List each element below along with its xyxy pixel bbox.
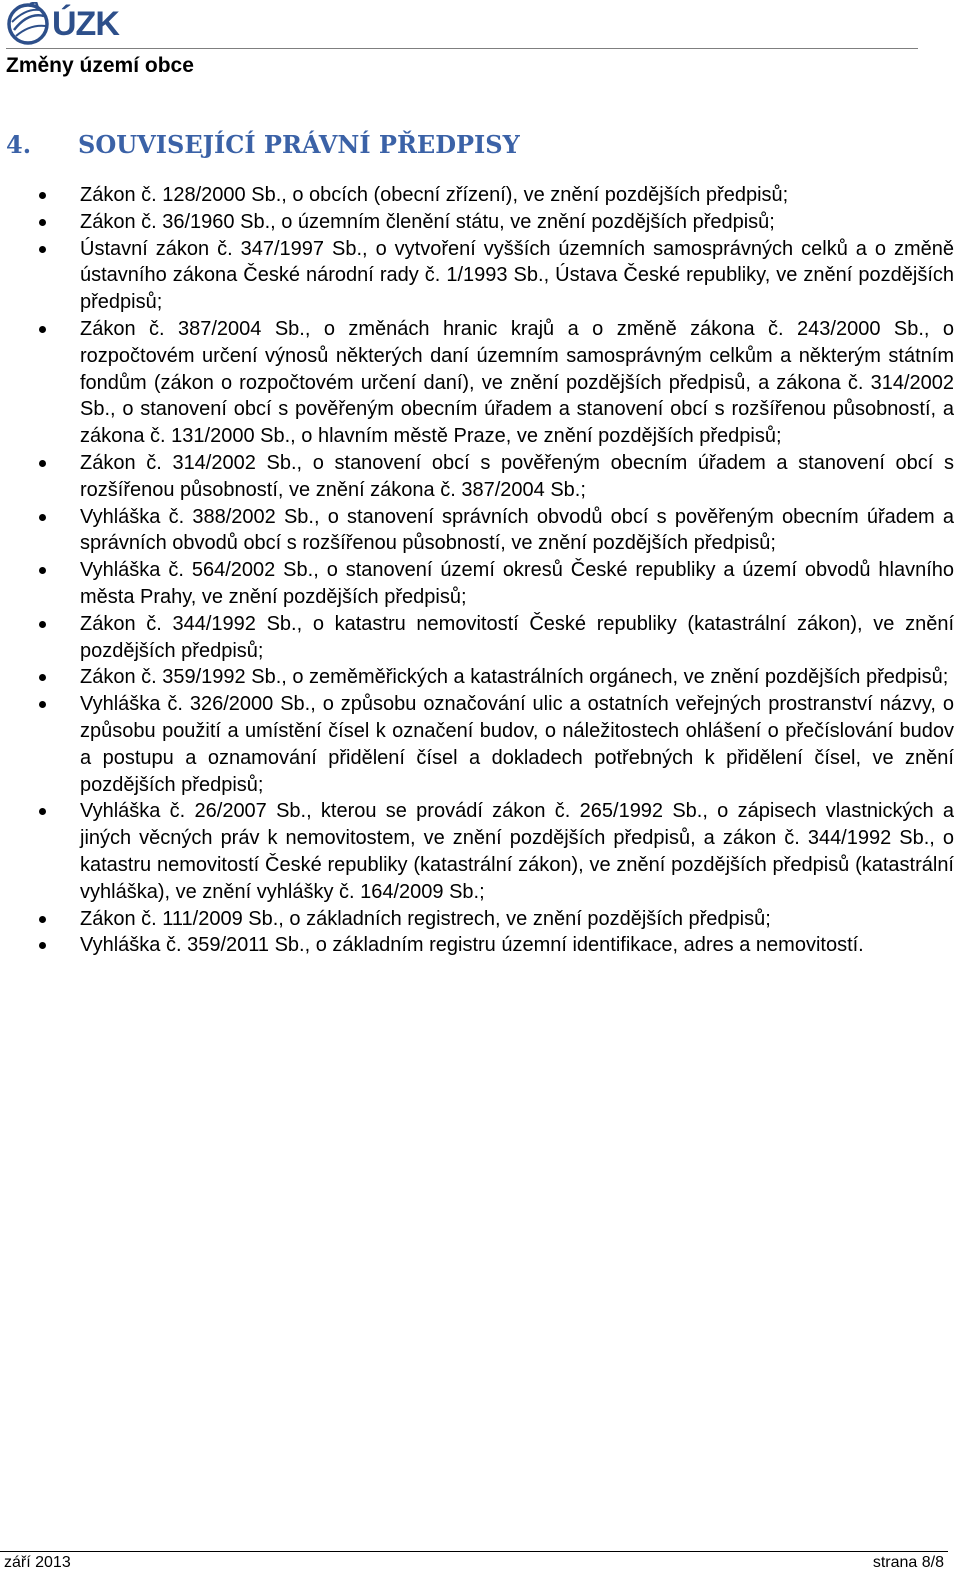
list-item: [0, 611, 954, 665]
list-item-text: Vyhláška č. 26/2007 Sb., kterou se provádí zákon č. 265/1992 Sb., o zápisech vlastnických a jiných věcných práv k nemovitostem, ve znění pozdějších předpisů, a zákon č. 344/1992 Sb., o katastru nemovitostí České republiky (katastrální zákon), ve znění pozdějších předpisů (katastrální vyhláška), ve znění vyhlášky č. 164/2009 Sb.;: [80, 800, 954, 903]
header-divider: [6, 48, 918, 49]
list-item: [0, 932, 954, 959]
list-item: [0, 504, 954, 558]
footer-page-number: strana 8/8: [872, 1554, 944, 1571]
list-item: [0, 182, 954, 209]
list-item-text: Zákon č. 359/1992 Sb., o zeměměřických a katastrálních orgánech, ve znění pozdějších předpisů;: [80, 666, 949, 689]
bullet-icon: [39, 326, 46, 333]
bullet-icon: [39, 916, 46, 923]
list-item-text: Vyhláška č. 326/2000 Sb., o způsobu označování ulic a ostatních veřejných prostranství názvy, o způsobu použití a umístění čísel k označení budov, o náležitostech ohlášení o přečíslování budov a postupu a oznamování přidělení čísel a dokladech potřebných k přidělení čísel, ve znění pozdějších předpisů;: [80, 693, 954, 796]
list-item-text: Zákon č. 128/2000 Sb., o obcích (obecní zřízení), ve znění pozdějších předpisů;: [80, 184, 789, 206]
list-item: [0, 906, 954, 933]
footer-divider: [0, 1551, 948, 1552]
cuzk-logo: [6, 2, 119, 46]
list-item-text: Ústavní zákon č. 347/1997 Sb., o vytvoření vyšších územních samosprávných celků a o změně ústavního zákona České národní rady č. 1/1993 Sb., Ústava České republiky, ve znění pozdějších předpisů;: [80, 237, 954, 314]
list-item-text: Zákon č. 314/2002 Sb., o stanovení obcí s pověřeným obecním úřadem a stanovení obcí s rozšířenou působností, ve znění zákona č. 387/2004 Sb.;: [80, 451, 954, 501]
list-item: [0, 798, 954, 905]
bullet-icon: [39, 246, 46, 253]
bullet-icon: [39, 192, 46, 199]
list-item: [0, 236, 954, 316]
cuzk-logo-icon: [6, 2, 50, 46]
list-item-text: Vyhláška č. 388/2002 Sb., o stanovení správních obvodů obcí s pověřeným obecním úřadem a správních obvodů obcí s rozšířenou působností, ve znění pozdějších předpisů;: [80, 505, 954, 555]
bullet-icon: [39, 621, 46, 628]
list-item-text: Vyhláška č. 359/2011 Sb., o základním registru územní identifikace, adres a nemovitostí.: [80, 934, 864, 957]
list-item: [0, 209, 954, 236]
list-item-text: Zákon č. 36/1960 Sb., o územním členění státu, ve znění pozdějších předpisů;: [80, 210, 775, 233]
section-title: SOUVISEJÍCÍ PRÁVNÍ PŘEDPISY: [78, 130, 520, 159]
bullet-icon: [39, 808, 46, 815]
list-item: [0, 450, 954, 504]
list-item-text: Zákon č. 387/2004 Sb., o změnách hranic krajů a o změně zákona č. 243/2000 Sb., o rozpočtovém určení výnosů některých daní územním samosprávným celkům a některým státním fondům (zákon o rozpočtovém určení daní), ve znění pozdějších předpisů, a zákona č. 314/2002 Sb., o stanovení obcí s pověřeným obecním úřadem a stanovení obcí s rozšířenou působností, a zákona č. 131/2000 Sb., o hlavním městě Praze, ve znění pozdějších předpisů;: [80, 317, 954, 448]
list-item: [0, 316, 954, 450]
list-item: [0, 691, 954, 798]
list-item: [0, 664, 954, 691]
list-item-text: Vyhláška č. 564/2002 Sb., o stanovení území okresů České republiky a území obvodů hlavního města Prahy, ve znění pozdějších předpisů;: [80, 559, 954, 608]
law-list: [0, 182, 954, 959]
bullet-icon: [39, 674, 46, 681]
bullet-icon: [39, 460, 46, 467]
bullet-icon: [39, 219, 46, 226]
document-title: Změny území obce: [6, 54, 194, 77]
list-item-text: Zákon č. 111/2009 Sb., o základních registrech, ve znění pozdějších předpisů;: [80, 907, 771, 930]
list-item: [0, 557, 954, 611]
bullet-icon: [39, 701, 46, 708]
section-heading: [6, 129, 520, 161]
bullet-icon: [39, 514, 46, 521]
footer-date: září 2013: [4, 1554, 71, 1571]
bullet-icon: [39, 567, 46, 574]
section-number: 4.: [6, 130, 32, 159]
bullet-icon: [39, 942, 46, 949]
logo-text: ÚZK: [52, 4, 119, 43]
list-item-text: Zákon č. 344/1992 Sb., o katastru nemovitostí České republiky (katastrální zákon), ve znění pozdějších předpisů;: [80, 612, 954, 662]
